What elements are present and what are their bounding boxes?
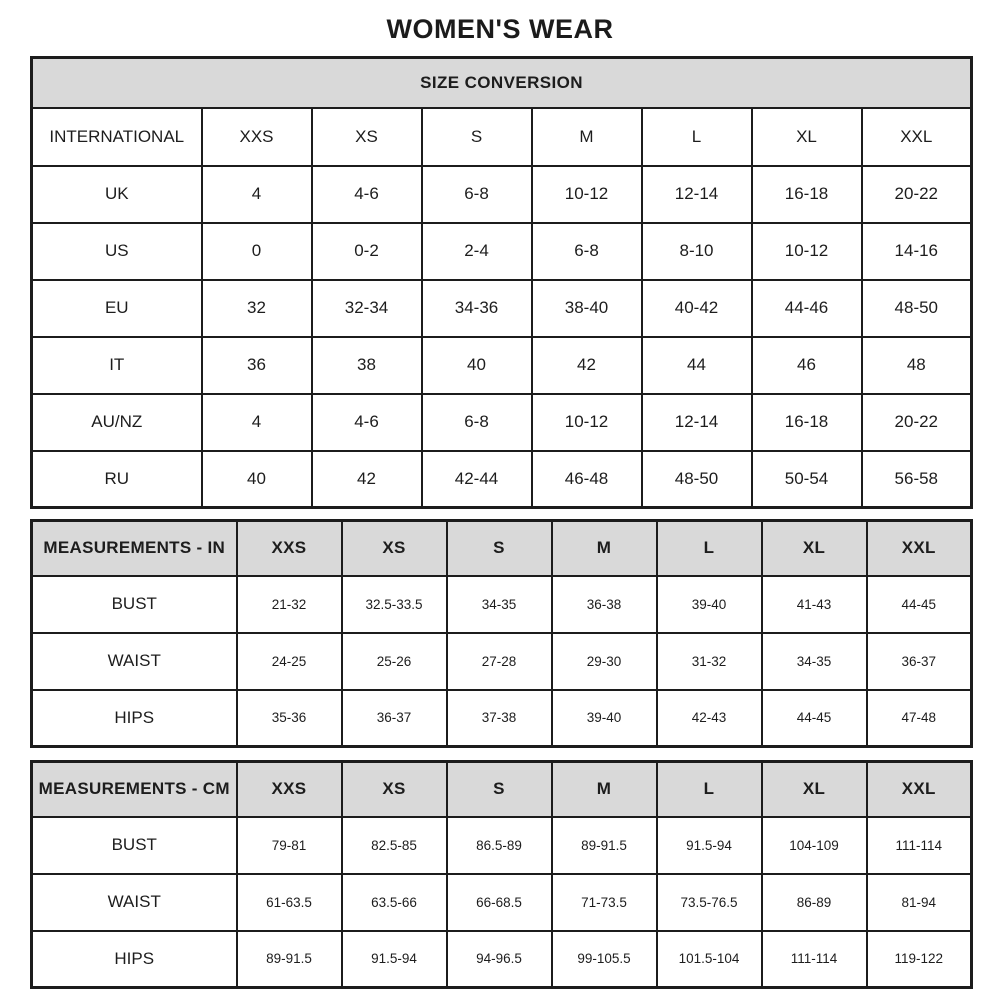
data-cell: 39-40 [657, 576, 762, 633]
data-cell: 44-46 [752, 280, 862, 337]
data-cell: 32.5-33.5 [342, 576, 447, 633]
data-cell: 20-22 [862, 166, 972, 223]
data-cell: 48-50 [642, 451, 752, 508]
data-cell: 37-38 [447, 690, 552, 747]
data-cell: 44 [642, 337, 752, 394]
data-cell: 82.5-85 [342, 817, 447, 874]
data-cell: 73.5-76.5 [657, 874, 762, 931]
data-cell: 91.5-94 [657, 817, 762, 874]
data-cell: 36-37 [867, 633, 972, 690]
row-label: WAIST [32, 633, 237, 690]
data-cell: 10-12 [752, 223, 862, 280]
data-cell: 42-43 [657, 690, 762, 747]
data-cell: 56-58 [862, 451, 972, 508]
page-title: WOMEN'S WEAR [386, 14, 614, 44]
row-label: HIPS [32, 690, 237, 747]
data-cell: 4 [202, 394, 312, 451]
data-cell: 38-40 [532, 280, 642, 337]
data-cell: 6-8 [422, 394, 532, 451]
data-cell: 101.5-104 [657, 931, 762, 988]
data-cell: 20-22 [862, 394, 972, 451]
measurements-cm-table [30, 760, 973, 989]
header-cell: S [447, 521, 552, 576]
table-header-row [32, 762, 972, 817]
table-row [32, 931, 972, 988]
measurements-in-table [30, 519, 973, 748]
data-cell: 10-12 [532, 394, 642, 451]
data-cell: 46 [752, 337, 862, 394]
data-cell: 66-68.5 [447, 874, 552, 931]
header-cell: XS [342, 762, 447, 817]
row-label: EU [32, 280, 202, 337]
data-cell: 79-81 [237, 817, 342, 874]
data-cell: 36-37 [342, 690, 447, 747]
data-cell: 63.5-66 [342, 874, 447, 931]
data-cell: 10-12 [532, 166, 642, 223]
spacer [30, 509, 970, 519]
header-cell: M [552, 762, 657, 817]
table-row [32, 166, 972, 223]
table-row [32, 223, 972, 280]
data-cell: 44-45 [762, 690, 867, 747]
data-cell: 12-14 [642, 166, 752, 223]
data-cell: 40-42 [642, 280, 752, 337]
header-cell: XXS [202, 108, 312, 166]
header-cell: XXL [862, 108, 972, 166]
data-cell: 34-35 [762, 633, 867, 690]
data-cell: 8-10 [642, 223, 752, 280]
header-cell: S [447, 762, 552, 817]
header-cell: L [642, 108, 752, 166]
header-cell: XXL [867, 521, 972, 576]
data-cell: 4-6 [312, 166, 422, 223]
data-cell: 48-50 [862, 280, 972, 337]
data-cell: 71-73.5 [552, 874, 657, 931]
header-cell: XL [752, 108, 862, 166]
data-cell: 47-48 [867, 690, 972, 747]
row-label: WAIST [32, 874, 237, 931]
row-label: IT [32, 337, 202, 394]
data-cell: 4 [202, 166, 312, 223]
header-cell: MEASUREMENTS - CM [32, 762, 237, 817]
data-cell: 86.5-89 [447, 817, 552, 874]
data-cell: 81-94 [867, 874, 972, 931]
table-title-row [32, 58, 972, 108]
header-cell: XS [312, 108, 422, 166]
data-cell: 24-25 [237, 633, 342, 690]
table-row [32, 337, 972, 394]
data-cell: 16-18 [752, 394, 862, 451]
header-cell: XXS [237, 521, 342, 576]
data-cell: 104-109 [762, 817, 867, 874]
data-cell: 119-122 [867, 931, 972, 988]
table-row [32, 690, 972, 747]
data-cell: 6-8 [422, 166, 532, 223]
header-cell: XL [762, 762, 867, 817]
data-cell: 21-32 [237, 576, 342, 633]
data-cell: 35-36 [237, 690, 342, 747]
table-row [32, 394, 972, 451]
data-cell: 34-35 [447, 576, 552, 633]
header-cell: XL [762, 521, 867, 576]
table-header-row [32, 521, 972, 576]
data-cell: 48 [862, 337, 972, 394]
data-cell: 40 [422, 337, 532, 394]
row-label: BUST [32, 817, 237, 874]
row-label: HIPS [32, 931, 237, 988]
data-cell: 31-32 [657, 633, 762, 690]
header-cell: XS [342, 521, 447, 576]
data-cell: 111-114 [867, 817, 972, 874]
row-label: AU/NZ [32, 394, 202, 451]
data-cell: 14-16 [862, 223, 972, 280]
table-row [32, 874, 972, 931]
data-cell: 39-40 [552, 690, 657, 747]
table-row [32, 817, 972, 874]
data-cell: 32 [202, 280, 312, 337]
data-cell: 38 [312, 337, 422, 394]
data-cell: 29-30 [552, 633, 657, 690]
header-cell: M [552, 521, 657, 576]
data-cell: 2-4 [422, 223, 532, 280]
data-cell: 86-89 [762, 874, 867, 931]
data-cell: 111-114 [762, 931, 867, 988]
row-label: UK [32, 166, 202, 223]
data-cell: 42 [532, 337, 642, 394]
row-label: RU [32, 451, 202, 508]
data-cell: 46-48 [532, 451, 642, 508]
data-cell: 91.5-94 [342, 931, 447, 988]
data-cell: 89-91.5 [237, 931, 342, 988]
table-row [32, 280, 972, 337]
table-row [32, 576, 972, 633]
data-cell: 42-44 [422, 451, 532, 508]
row-label: US [32, 223, 202, 280]
data-cell: 0-2 [312, 223, 422, 280]
data-cell: 32-34 [312, 280, 422, 337]
data-cell: 0 [202, 223, 312, 280]
table-header-row [32, 108, 972, 166]
data-cell: 50-54 [752, 451, 862, 508]
data-cell: 34-36 [422, 280, 532, 337]
data-cell: 36 [202, 337, 312, 394]
data-cell: 99-105.5 [552, 931, 657, 988]
data-cell: 42 [312, 451, 422, 508]
data-cell: 89-91.5 [552, 817, 657, 874]
header-cell: M [532, 108, 642, 166]
header-cell: S [422, 108, 532, 166]
data-cell: 12-14 [642, 394, 752, 451]
data-cell: 41-43 [762, 576, 867, 633]
table-title: SIZE CONVERSION [32, 58, 972, 108]
data-cell: 6-8 [532, 223, 642, 280]
data-cell: 61-63.5 [237, 874, 342, 931]
data-cell: 44-45 [867, 576, 972, 633]
data-cell: 4-6 [312, 394, 422, 451]
row-label: BUST [32, 576, 237, 633]
spacer [30, 748, 970, 760]
data-cell: 16-18 [752, 166, 862, 223]
data-cell: 36-38 [552, 576, 657, 633]
table-row [32, 633, 972, 690]
table-row [32, 451, 972, 508]
header-cell: MEASUREMENTS - IN [32, 521, 237, 576]
data-cell: 40 [202, 451, 312, 508]
data-cell: 94-96.5 [447, 931, 552, 988]
header-cell: L [657, 762, 762, 817]
size-conversion-table [30, 56, 973, 509]
header-cell: INTERNATIONAL [32, 108, 202, 166]
data-cell: 27-28 [447, 633, 552, 690]
data-cell: 25-26 [342, 633, 447, 690]
header-cell: XXS [237, 762, 342, 817]
header-cell: XXL [867, 762, 972, 817]
header-cell: L [657, 521, 762, 576]
